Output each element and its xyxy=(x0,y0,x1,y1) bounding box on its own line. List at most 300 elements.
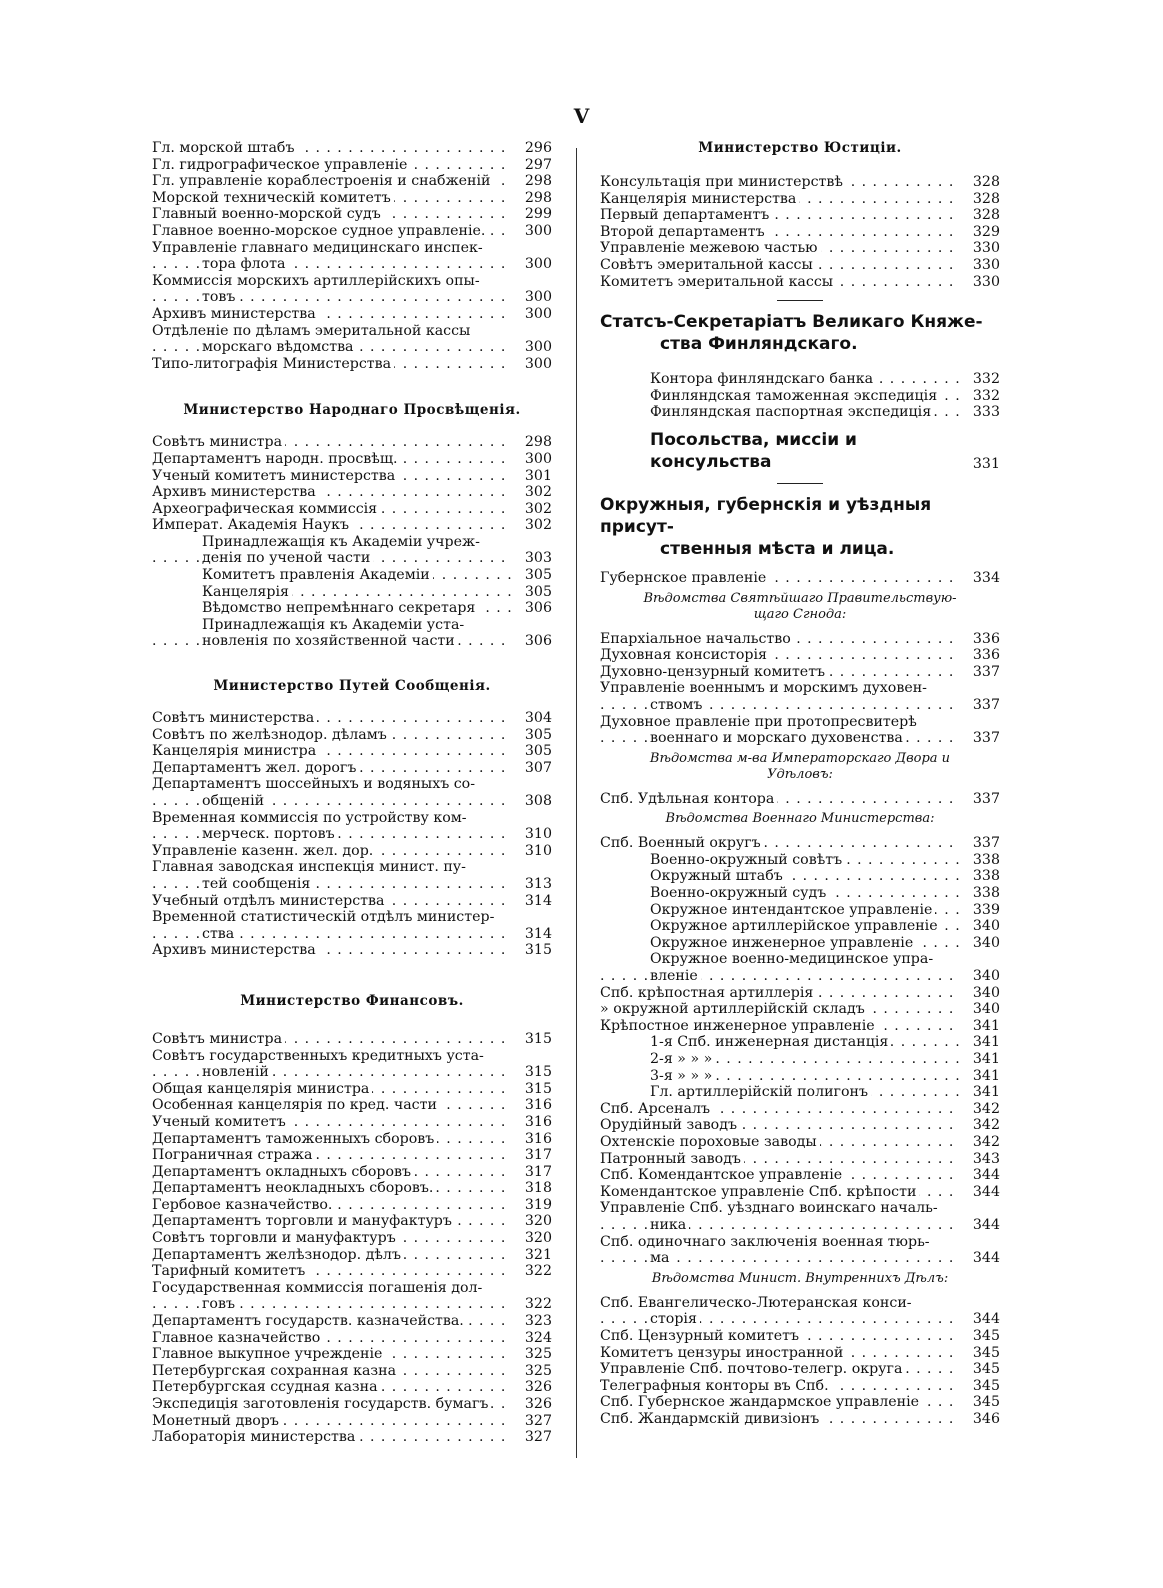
entry-title xyxy=(600,1034,960,1051)
toc-entry xyxy=(152,743,552,760)
toc-entry xyxy=(600,918,1000,935)
page-ref: 338 xyxy=(972,868,1000,885)
heading-text: Посольства, миссіи и консульства xyxy=(650,429,857,472)
entry-text: Канцелярія xyxy=(202,584,292,600)
entry-title xyxy=(600,1084,960,1101)
page-ref: 344 xyxy=(972,1250,1000,1267)
toc-entry-multiline xyxy=(152,534,552,567)
entry-text: Временная коммиссія по устройству ком- xyxy=(152,809,467,826)
entry-title xyxy=(152,1031,512,1048)
toc-entry-multiline xyxy=(152,776,552,809)
entry-text: Археографическая коммиссія xyxy=(152,501,380,517)
entry-title xyxy=(152,1296,512,1313)
entry-title xyxy=(600,835,960,852)
entry-text: новленія по хозяйственной части xyxy=(202,633,458,649)
entry-title xyxy=(600,1151,960,1168)
page-ref: 298 xyxy=(524,173,552,190)
entry-text: Архивъ министерства xyxy=(152,306,319,322)
section-heading: Министерство Юстиціи. xyxy=(698,140,902,156)
toc-entry xyxy=(600,885,1000,902)
entry-title xyxy=(600,207,960,224)
entry-line xyxy=(600,1311,1000,1328)
page-ref: 299 xyxy=(524,206,552,223)
toc-entry-multiline xyxy=(600,951,1000,984)
toc-entry xyxy=(600,207,1000,224)
entry-text: Финляндская таможенная экспедиція xyxy=(650,388,940,404)
page-ref: 298 xyxy=(524,189,552,206)
toc-entry xyxy=(152,1180,552,1197)
entry-title xyxy=(152,1413,512,1430)
toc-entry-multiline xyxy=(152,859,552,892)
toc-entry xyxy=(600,1167,1000,1184)
entry-title xyxy=(600,1378,960,1395)
toc-entry xyxy=(152,727,552,744)
toc-entry xyxy=(152,173,552,190)
toc-entry xyxy=(152,1081,552,1098)
entry-title xyxy=(600,791,960,808)
page-ref: 313 xyxy=(524,875,552,892)
entry-text: Комитетъ эмеритальной кассы xyxy=(600,274,836,290)
entry-title xyxy=(152,567,512,584)
entry-title xyxy=(152,727,512,744)
entry-text: ствомъ xyxy=(650,697,705,713)
entry-text: Духовное правленіе при протопресвитерѣ xyxy=(600,713,917,730)
toc-entry xyxy=(152,710,552,727)
page-ref: 320 xyxy=(524,1213,552,1230)
toc-entry xyxy=(152,434,552,451)
page-ref: 314 xyxy=(524,925,552,942)
page-ref: 300 xyxy=(524,256,552,273)
page-ref: 337 xyxy=(972,730,1000,747)
entry-line xyxy=(152,1296,552,1313)
entry-title xyxy=(152,1147,512,1164)
entry-title xyxy=(600,174,960,191)
entry-line xyxy=(152,909,552,926)
entry-text: Телеграфныя конторы въ Спб. xyxy=(600,1378,832,1394)
page-ref: 336 xyxy=(972,647,1000,664)
entry-line xyxy=(152,1064,552,1081)
page-ref: 341 xyxy=(972,1051,1000,1067)
toc-entry xyxy=(600,1034,1000,1051)
page-ref: 321 xyxy=(524,1246,552,1263)
entry-line xyxy=(600,680,1000,697)
entry-line xyxy=(152,289,552,306)
page-number: V xyxy=(573,104,590,128)
entry-text: Архивъ министерства xyxy=(152,942,319,958)
entry-text: Гл. гидрографическое управленіе xyxy=(152,157,410,173)
entry-title xyxy=(600,1311,960,1328)
entry-title xyxy=(600,647,960,664)
page-ref: 346 xyxy=(972,1410,1000,1427)
entry-title xyxy=(600,1001,960,1018)
entry-title xyxy=(152,942,512,959)
entry-text: Совѣтъ министра xyxy=(152,434,285,450)
toc-entry-multiline xyxy=(600,1200,1000,1233)
toc-entry xyxy=(152,1131,552,1148)
spacer xyxy=(152,372,552,402)
entry-text: Окружный штабъ xyxy=(650,868,786,884)
page-ref: 340 xyxy=(972,1001,1000,1018)
entry-title xyxy=(152,140,512,157)
page-ref: 345 xyxy=(972,1327,1000,1344)
page-ref: 304 xyxy=(524,710,552,727)
page-ref: 324 xyxy=(524,1329,552,1346)
entry-line xyxy=(152,1280,552,1297)
toc-entry xyxy=(600,1134,1000,1151)
toc-entry xyxy=(152,501,552,518)
toc-entry-multiline xyxy=(152,810,552,843)
entry-text: Принадлежащія къ Академіи уста- xyxy=(202,616,465,633)
entry-title xyxy=(600,1018,960,1035)
entry-text: Императ. Академія Наукъ xyxy=(152,517,352,533)
entry-text: Главное выкупное учрежденіе xyxy=(152,1346,385,1362)
entry-text: Первый департаментъ xyxy=(600,207,772,223)
entry-text: Епархіальное начальство xyxy=(600,631,794,647)
toc-entry xyxy=(152,942,552,959)
section-heading-entry xyxy=(600,429,1000,473)
entry-text: Управленіе главнаго медицинскаго инспек- xyxy=(152,239,483,256)
toc-entry-multiline xyxy=(152,240,552,273)
entry-title xyxy=(600,1217,960,1234)
entry-text: Экспедиція заготовленія государств. бумагъ xyxy=(152,1396,491,1412)
toc-entry xyxy=(600,404,1000,421)
entry-text: Департаментъ желѣзнодор. дѣлъ xyxy=(152,1247,404,1263)
entry-title xyxy=(600,664,960,681)
heading-line: Статсъ-Секретаріатъ Великаго Княже- xyxy=(600,312,983,333)
page-ref: 315 xyxy=(524,1030,552,1047)
entry-title xyxy=(152,1247,512,1264)
entry-text: Духовная консисторія xyxy=(600,647,770,663)
entry-text: Совѣтъ государственныхъ кредитныхъ уста- xyxy=(152,1047,484,1064)
entry-title xyxy=(600,852,960,869)
entry-line xyxy=(152,323,552,340)
entry-text: Ученый комитетъ министерства xyxy=(152,468,398,484)
page-ref: 322 xyxy=(524,1296,552,1313)
entry-text: Военно-окружный совѣтъ xyxy=(650,852,845,868)
entry-text: денія по ученой части xyxy=(202,550,373,566)
page-ref: 336 xyxy=(972,630,1000,647)
entry-text: Спб. одиночнаго заключенія военная тюрь- xyxy=(600,1233,930,1250)
spacer xyxy=(152,1009,552,1031)
entry-text: Коммиссія морскихъ артиллерійскихъ опы- xyxy=(152,272,480,289)
entry-text: 3-я » » » xyxy=(650,1068,715,1084)
toc-entry xyxy=(152,223,552,240)
page-ref: 339 xyxy=(972,901,1000,918)
toc-entry xyxy=(600,1001,1000,1018)
entry-title xyxy=(600,257,960,274)
toc-entry xyxy=(152,190,552,207)
entry-title xyxy=(600,274,960,291)
entry-line xyxy=(152,826,552,843)
entry-title xyxy=(152,484,512,501)
entry-title xyxy=(600,1117,960,1134)
page-ref: 303 xyxy=(524,550,552,567)
entry-title xyxy=(152,893,512,910)
entry-title xyxy=(600,388,960,405)
entry-text: Главное военно-морское судное управленіе. xyxy=(152,223,488,239)
entry-text: Военно-окружный судъ xyxy=(650,885,829,901)
toc-entry xyxy=(152,1247,552,1264)
page-ref: 337 xyxy=(972,835,1000,852)
page-ref: 310 xyxy=(524,842,552,859)
page-ref: 323 xyxy=(524,1313,552,1330)
toc-entry-multiline xyxy=(152,1280,552,1313)
entry-text: Совѣтъ эмеритальной кассы xyxy=(600,257,816,273)
page-ref: 317 xyxy=(524,1163,552,1180)
page-ref: 300 xyxy=(524,355,552,372)
entry-line xyxy=(600,697,1000,714)
toc-entry xyxy=(600,1394,1000,1411)
entry-text: Спб. Цензурный комитетъ xyxy=(600,1328,802,1344)
entry-text: ства xyxy=(202,926,237,942)
entry-text: Управленіе казенн. жел. дор. xyxy=(152,843,376,859)
toc-entry xyxy=(152,843,552,860)
entry-text: товъ xyxy=(202,289,238,305)
entry-text: Департаментъ шоссейныхъ и водяныхъ со- xyxy=(152,776,476,793)
page-ref: 332 xyxy=(972,387,1000,404)
entry-text: Спб. Комендантское управленіе xyxy=(600,1167,845,1183)
entry-text: Вѣдомство непремѣннаго секретаря xyxy=(202,600,478,616)
entry-title xyxy=(152,468,512,485)
entry-title xyxy=(152,1114,512,1131)
toc-entry xyxy=(600,1101,1000,1118)
page-ref: 302 xyxy=(524,500,552,517)
entry-title xyxy=(600,1184,960,1201)
toc-entry xyxy=(600,1184,1000,1201)
entry-title xyxy=(152,1396,512,1413)
toc-entry xyxy=(152,1313,552,1330)
entry-title xyxy=(600,935,960,952)
entry-text: Принадлежащія къ Академіи учреж- xyxy=(202,533,480,550)
entry-text: Архивъ министерства xyxy=(152,484,319,500)
toc-entry-multiline xyxy=(152,617,552,650)
entry-title xyxy=(152,1164,512,1181)
page-ref: 342 xyxy=(972,1100,1000,1117)
entry-line xyxy=(600,730,1000,747)
toc-entry xyxy=(600,1084,1000,1101)
page-ref: 325 xyxy=(524,1362,552,1379)
entry-title xyxy=(152,190,512,207)
entry-title xyxy=(152,451,512,468)
entry-title xyxy=(600,730,960,747)
toc-entry xyxy=(152,1213,552,1230)
entry-line xyxy=(600,968,1000,985)
toc-entry xyxy=(152,584,552,601)
page-ref: 316 xyxy=(524,1130,552,1147)
toc-entry xyxy=(152,1147,552,1164)
entry-text: Канцелярія министерства xyxy=(600,191,799,207)
entry-text: Ученый комитетъ xyxy=(152,1114,289,1130)
entry-title xyxy=(152,339,512,356)
toc-entry xyxy=(152,1379,552,1396)
entry-title xyxy=(600,1167,960,1184)
entry-text: новленій xyxy=(202,1064,272,1080)
entry-text: Управленіе Спб. почтово-телегр. округа xyxy=(600,1361,905,1377)
entry-text: Государственная коммиссія погашенія дол- xyxy=(152,1279,483,1296)
page-ref: 340 xyxy=(972,918,1000,935)
entry-text: Спб. Арсеналъ xyxy=(600,1101,713,1117)
entry-text: Гербовое казначейство. xyxy=(152,1197,335,1213)
entry-title xyxy=(600,1068,960,1085)
page-ref: 320 xyxy=(524,1230,552,1247)
page-ref: 340 xyxy=(972,984,1000,1001)
section-heading: Министерство Путей Сообщенія. xyxy=(213,678,491,695)
toc-entry xyxy=(152,567,552,584)
entry-text: говъ xyxy=(202,1296,238,1312)
page-ref: 305 xyxy=(524,743,552,760)
page-ref: 308 xyxy=(524,793,552,809)
section-heading xyxy=(600,494,1000,560)
entry-text: Губернское правленіе xyxy=(600,570,769,586)
page-ref: 302 xyxy=(524,484,552,501)
subsection-heading xyxy=(600,591,1000,623)
entry-line xyxy=(152,633,552,650)
toc-entry-multiline xyxy=(600,714,1000,747)
entry-text: Отдѣленіе по дѣламъ эмеритальной кассы xyxy=(152,322,471,339)
entry-title xyxy=(152,501,512,518)
entry-text: Типо-литографія Министерства xyxy=(152,356,394,372)
spacer xyxy=(600,421,1000,429)
entry-title xyxy=(152,1230,512,1247)
entry-line xyxy=(152,876,552,893)
page-ref: 327 xyxy=(524,1429,552,1446)
page-ref: 340 xyxy=(972,934,1000,951)
toc-entry xyxy=(600,388,1000,405)
entry-text: Охтенскіе пороховые заводы xyxy=(600,1134,820,1150)
entry-text: Спб. Военный округъ xyxy=(600,835,764,851)
page-ref: 337 xyxy=(972,790,1000,807)
page-ref: 305 xyxy=(524,567,552,584)
toc-entry xyxy=(152,1197,552,1214)
entry-text: Главная заводская инспекція минист. пу- xyxy=(152,859,466,876)
entry-line xyxy=(152,339,552,356)
entry-line xyxy=(152,534,552,551)
entry-text: Департаментъ таможенныхъ сборовъ xyxy=(152,1131,437,1147)
spacer xyxy=(152,418,552,434)
entry-title xyxy=(152,876,512,893)
entry-text: Совѣтъ министра xyxy=(152,1031,285,1047)
toc-entry xyxy=(600,570,1000,587)
entry-title xyxy=(152,173,512,190)
page-ref: 315 xyxy=(524,942,552,959)
entry-text: Комитетъ цензуры иностранной xyxy=(600,1345,846,1361)
toc-entry xyxy=(600,1151,1000,1168)
toc-entry-multiline xyxy=(600,1234,1000,1267)
section-heading xyxy=(600,311,1000,355)
entry-line xyxy=(152,859,552,876)
spacer xyxy=(600,156,1000,174)
entry-line xyxy=(600,1234,1000,1251)
entry-line xyxy=(152,776,552,793)
entry-text: вленіе xyxy=(650,968,701,984)
entry-text: Спб. крѣпостная артиллерія xyxy=(600,985,816,1001)
toc-entry xyxy=(600,647,1000,664)
entry-text: Управленіе Спб. уѣзднаго воинскаго началь- xyxy=(600,1200,938,1217)
page-ref: 306 xyxy=(524,633,552,650)
entry-line xyxy=(600,714,1000,731)
entry-title xyxy=(600,371,960,388)
entry-line xyxy=(152,240,552,257)
toc-entry xyxy=(600,1018,1000,1035)
toc-entry-multiline xyxy=(600,680,1000,713)
toc-entry xyxy=(152,1114,552,1131)
toc-entry xyxy=(600,835,1000,852)
toc-entry xyxy=(152,1413,552,1430)
page-ref: 301 xyxy=(524,467,552,484)
toc-entry xyxy=(600,224,1000,241)
page-ref: 342 xyxy=(972,1117,1000,1134)
entry-text: Крѣпостное инженерное управленіе xyxy=(600,1018,878,1034)
page-ref: 317 xyxy=(524,1147,552,1164)
toc-entry xyxy=(152,1263,552,1280)
toc-entry xyxy=(600,902,1000,919)
entry-text: Морской техническій комитетъ xyxy=(152,190,394,206)
entry-line xyxy=(152,256,552,273)
toc-entry xyxy=(600,631,1000,648)
entry-text: Главный военно-морской судъ xyxy=(152,206,384,222)
entry-text: тей сообщенія xyxy=(202,876,313,892)
entry-title xyxy=(152,517,512,534)
page-ref: 337 xyxy=(972,663,1000,680)
entry-title xyxy=(152,289,512,306)
entry-title xyxy=(152,1213,512,1230)
spacer xyxy=(600,355,1000,371)
toc-entry xyxy=(600,1117,1000,1134)
toc-entry xyxy=(152,760,552,777)
entry-title xyxy=(152,223,512,240)
subsection-line: Вѣдомства Военнаго Министерства: xyxy=(665,811,935,827)
spacer xyxy=(152,694,552,710)
entry-text: Главное казначейство xyxy=(152,1330,323,1346)
entry-title xyxy=(152,1180,512,1197)
entry-text: ма xyxy=(650,1250,673,1266)
entry-text: Канцелярія министра xyxy=(152,743,319,759)
toc-entry xyxy=(152,1346,552,1363)
entry-text: Управленіе межевою частью xyxy=(600,240,821,256)
subsection-line: Вѣдомства Минист. Внутреннихъ Дѣлъ: xyxy=(651,1270,949,1286)
toc-entry xyxy=(152,1097,552,1114)
entry-title xyxy=(152,584,512,601)
entry-title xyxy=(152,760,512,777)
page-ref: 307 xyxy=(524,759,552,776)
entry-line xyxy=(152,793,552,810)
page-ref: 296 xyxy=(524,140,552,156)
entry-text: Совѣтъ министерства xyxy=(152,710,317,726)
toc-entry xyxy=(152,1429,552,1446)
entry-text: Орудійный заводъ xyxy=(600,1117,740,1133)
entry-title xyxy=(152,306,512,323)
subsection-line: Удѣловъ: xyxy=(767,766,833,782)
page-ref: 344 xyxy=(972,1216,1000,1233)
subsection-line: щаго Сгнода: xyxy=(753,606,847,622)
entry-text: Комитетъ правленія Академіи xyxy=(202,567,433,583)
toc-entry-multiline xyxy=(152,1048,552,1081)
entry-text: Второй департаментъ xyxy=(600,224,768,240)
toc-entry xyxy=(600,174,1000,191)
toc-entry xyxy=(600,240,1000,257)
page-ref: 338 xyxy=(972,851,1000,868)
toc-entry xyxy=(600,257,1000,274)
entry-text: Управленіе военнымъ и морскимъ духовен- xyxy=(600,680,927,697)
toc-entry-multiline xyxy=(152,323,552,356)
entry-line xyxy=(600,1200,1000,1217)
toc-entry xyxy=(152,1396,552,1413)
page-ref: 326 xyxy=(524,1396,552,1412)
entry-title xyxy=(152,793,512,810)
toc-entry xyxy=(152,1031,552,1048)
heading-line: Окружныя, губернскія и уѣздныя присут- xyxy=(600,494,932,537)
page-ref: 343 xyxy=(972,1150,1000,1167)
